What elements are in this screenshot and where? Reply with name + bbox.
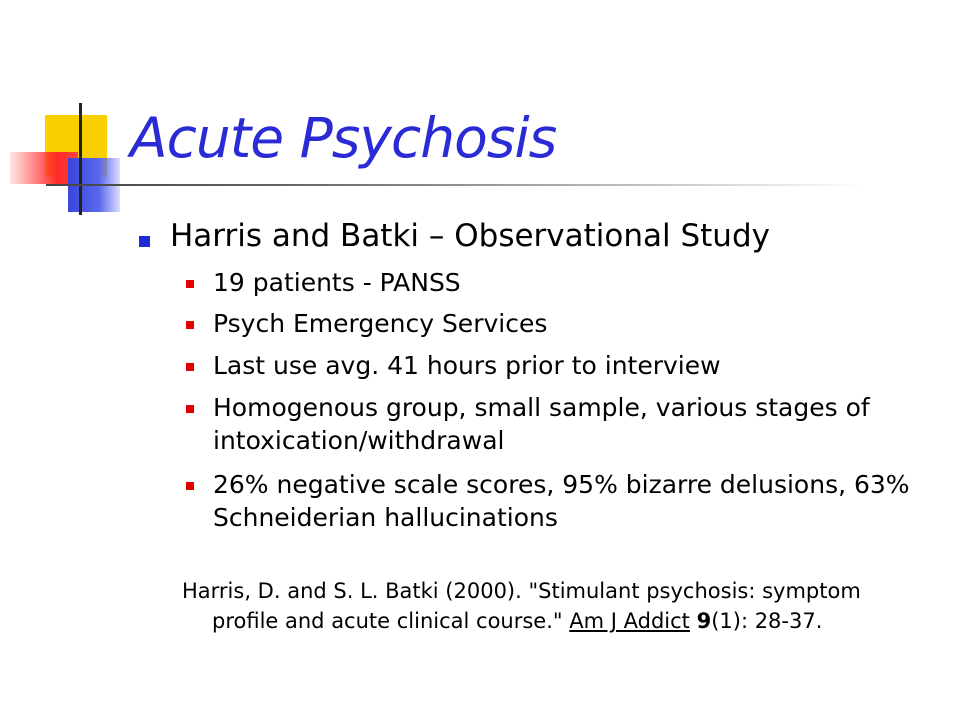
- level2-bullet-icon: [186, 405, 194, 413]
- citation: [182, 576, 912, 636]
- level1-bullet-icon: [139, 236, 150, 247]
- bullet-item: Psych Emergency Services: [213, 309, 548, 338]
- bullet-item: Last use avg. 41 hours prior to interview: [213, 351, 721, 380]
- level2-bullet-icon: [186, 321, 194, 329]
- citation-journal-link[interactable]: Am J Addict: [569, 609, 690, 633]
- level2-bullet-icon: [186, 482, 194, 490]
- bullet-item: 19 patients - PANSS: [213, 268, 461, 297]
- ornament-vertical-line: [79, 103, 82, 215]
- title-underline: [46, 184, 866, 186]
- level2-bullet-icon: [186, 363, 194, 371]
- citation-issue-pages: (1): 28-37.: [711, 609, 823, 633]
- level2-bullet-icon: [186, 280, 194, 288]
- bullet-item: 26% negative scale scores, 95% bizarre delusions, 63% Schneiderian hallucinations: [213, 470, 910, 532]
- citation-text: Harris, D. and S. L. Batki (2000). "Stimulant psychosis: symptom profile and acute clinical course.": [182, 579, 861, 633]
- slide-title: Acute Psychosis: [130, 106, 557, 170]
- citation-space: [690, 609, 697, 633]
- bullet-item: Homogenous group, small sample, various stages of intoxication/withdrawal: [213, 393, 870, 455]
- citation-volume: 9: [696, 609, 712, 633]
- study-heading: Harris and Batki – Observational Study: [170, 218, 770, 254]
